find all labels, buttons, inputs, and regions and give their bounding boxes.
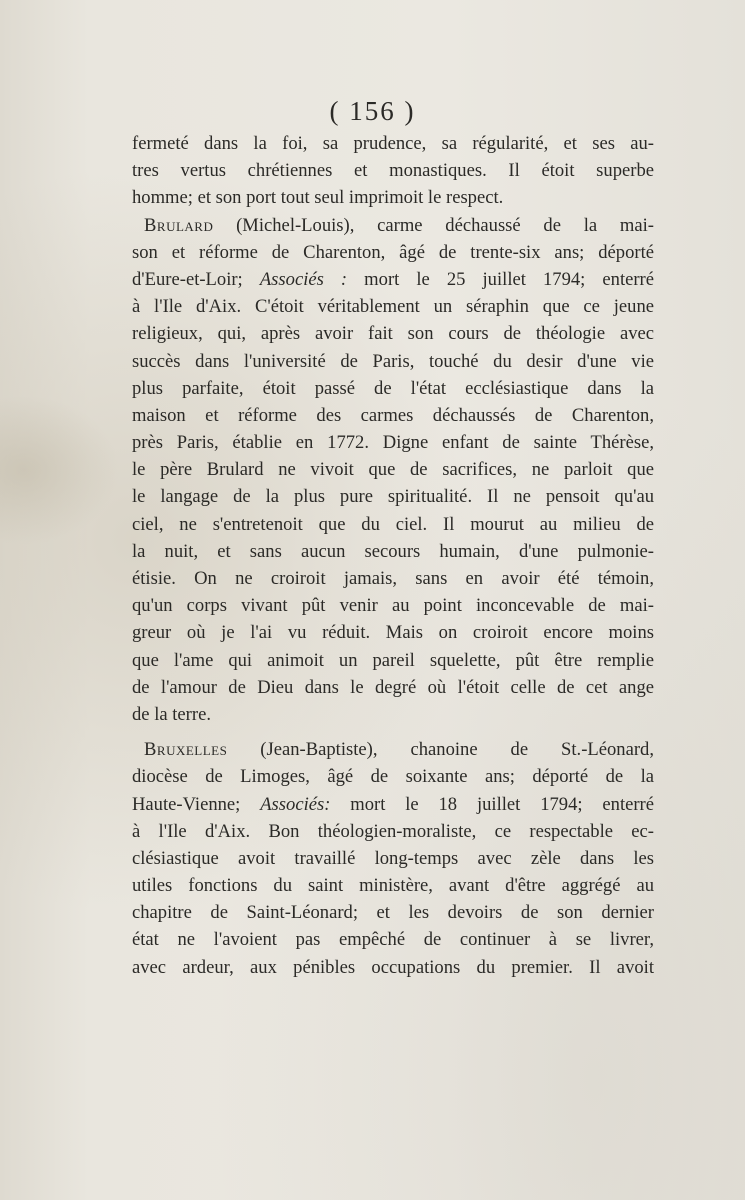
text-line: le langage de la plus pure spiritualité. Il ne pensoit qu'au	[132, 486, 654, 508]
text-segment: Haute-Vienne;	[132, 793, 261, 815]
text-line: à l'Ile d'Aix. C'étoit véritablement un séraphin que ce jeune	[132, 296, 654, 318]
text-line: de l'amour de Dieu dans le degré où l'étoit celle de cet ange	[132, 676, 654, 698]
paper-stain	[0, 395, 120, 545]
text-line: fermeté dans la foi, sa prudence, sa régularité, et ses au-	[132, 133, 654, 154]
text-line: à l'Ile d'Aix. Bon théologien-moraliste, ce respectable ec-	[132, 820, 654, 842]
text-line: la nuit, et sans aucun secours humain, d'une pulmonie-	[132, 540, 654, 562]
entry-name-brulard: Brulard	[144, 214, 214, 236]
text-line: son et réforme de Charenton, âgé de trente-six ans; déporté	[132, 241, 654, 263]
text-line: plus parfaite, étoit passé de l'état ecclésiastique dans la	[132, 377, 654, 399]
entry-heading-line	[132, 212, 654, 239]
text-line	[132, 266, 654, 293]
page-number: ( 156 )	[329, 96, 416, 126]
paragraph-gap	[132, 728, 654, 736]
text-line: greur où je l'ai vu réduit. Mais on croiroit encore moins	[132, 622, 654, 644]
italic-associes: Associés:	[260, 793, 331, 815]
text-line: homme; et son port tout seul imprimoit le respect.	[132, 187, 504, 209]
text-segment: mort le 18 juillet 1794; enterré	[330, 793, 654, 815]
text-line: que l'ame qui animoit un pareil squelette, pût être remplie	[132, 649, 654, 671]
text-line: le père Brulard ne vivoit que de sacrifices, ne parloit que	[132, 459, 654, 481]
text-line	[132, 791, 654, 818]
italic-associes: Associés :	[259, 268, 348, 290]
text-line: utiles fonctions du saint ministère, avant d'être aggrégé au	[132, 875, 654, 897]
text-line: état ne l'avoient pas empêché de continuer à se livrer,	[132, 929, 654, 951]
text-segment: d'Eure-et-Loir;	[132, 268, 260, 290]
text-line: près Paris, établie en 1772. Digne enfant de sainte Thérèse,	[132, 432, 654, 454]
entry-name-bruxelles: Bruxelles	[144, 739, 228, 761]
text-segment: mort le 25 juillet 1794; enterré	[347, 268, 654, 290]
text-line: clésiastique avoit travaillé long-temps avec zèle dans les	[132, 847, 654, 869]
text-line: qu'un corps vivant pût venir au point inconcevable de mai-	[132, 595, 654, 617]
text-line: succès dans l'université de Paris, touché du desir d'une vie	[132, 350, 654, 372]
text-line: chapitre de Saint-Léonard; et les devoirs de son dernier	[132, 902, 654, 924]
text-line: ciel, ne s'entretenoit que du ciel. Il mourut au milieu de	[132, 513, 654, 535]
page-text	[132, 130, 654, 981]
text-line: étisie. On ne croiroit jamais, sans en avoir été témoin,	[132, 568, 654, 589]
text-line: maison et réforme des carmes déchaussés de Charenton,	[132, 404, 654, 426]
text-line: diocèse de Limoges, âgé de soixante ans; déporté de la	[132, 766, 654, 788]
text-line: avec ardeur, aux pénibles occupations du premier. Il avoit	[132, 956, 654, 978]
text-line: religieux, qui, après avoir fait son cours de théologie avec	[132, 323, 654, 345]
text-line: tres vertus chrétiennes et monastiques. Il étoit superbe	[132, 160, 654, 182]
text-segment: (Michel-Louis), carme déchaussé de la mai-	[213, 214, 654, 236]
text-segment: (Jean-Baptiste), chanoine de St.-Léonard,	[227, 739, 654, 761]
text-line: de la terre.	[132, 703, 211, 725]
entry-heading-line	[132, 736, 654, 763]
